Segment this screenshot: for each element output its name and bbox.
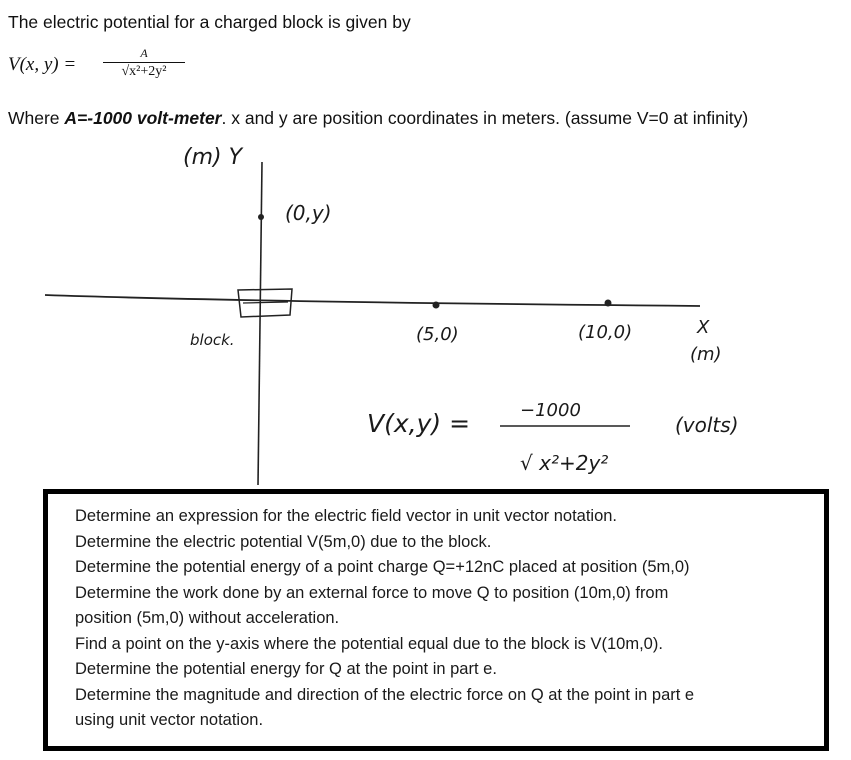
question-line: Find a point on the y-axis where the potential equal due to the block is V(10m,0). — [75, 634, 663, 653]
block-tick — [243, 302, 288, 303]
question-line: Determine an expression for the electric field vector in unit vector notation. — [75, 507, 618, 525]
formula-lhs: V(x, y) = — [8, 54, 77, 75]
question-line: using unit vector notation. — [75, 711, 264, 729]
x-axis-label: X — [697, 317, 710, 338]
question-line: position (5m,0) without acceleration. — [75, 609, 340, 627]
potential-formula — [8, 46, 167, 79]
eq-lhs: V(x,y) = — [367, 409, 471, 438]
question-line: Determine the potential energy for Q at the point in part e. — [75, 660, 497, 678]
eq-unit: (volts) — [675, 413, 739, 437]
point-1-dot — [433, 302, 440, 309]
y-axis-line — [258, 162, 262, 485]
point-1-label: (5,0) — [416, 324, 459, 345]
where-suffix: . x and y are position coordinates in meters. (assume V=0 at infinity) — [221, 108, 749, 128]
x-axis-line — [45, 295, 700, 306]
question-line: Determine the magnitude and direction of the electric force on Q at the point in part e — [75, 685, 695, 704]
point-2-dot — [605, 300, 612, 307]
where-prefix: Where — [8, 108, 65, 128]
formula-numerator: A — [140, 46, 148, 60]
question-line: Determine the work done by an external force to move Q to position (10m,0) from — [75, 583, 669, 602]
where-text — [8, 108, 748, 129]
eq-denominator: √ x²+2y² — [520, 451, 609, 475]
formula-fraction — [103, 46, 185, 80]
y-axis-label: (m) Y — [183, 145, 243, 170]
formula-denominator: √x²+2y² — [121, 64, 167, 79]
fraction-bar — [103, 62, 185, 63]
y-point-dot — [258, 214, 264, 220]
questions-list — [75, 504, 815, 734]
question-line: Determine the electric potential V(5m,0) due to the block. — [75, 532, 492, 551]
y-point-label: (0,y) — [285, 201, 332, 225]
eq-numerator: −1000 — [520, 400, 581, 421]
where-value: A=-1000 volt-meter — [64, 108, 222, 128]
point-2-label: (10,0) — [578, 322, 633, 343]
block-label: block. — [190, 331, 235, 349]
hand-sketch — [0, 140, 851, 490]
question-line: Determine the potential energy of a point charge Q=+12nC placed at position (5m,0) — [75, 558, 690, 576]
questions-box — [43, 489, 829, 751]
x-unit-label: (m) — [690, 344, 722, 365]
intro-text: The electric potential for a charged block is given by — [8, 12, 411, 32]
